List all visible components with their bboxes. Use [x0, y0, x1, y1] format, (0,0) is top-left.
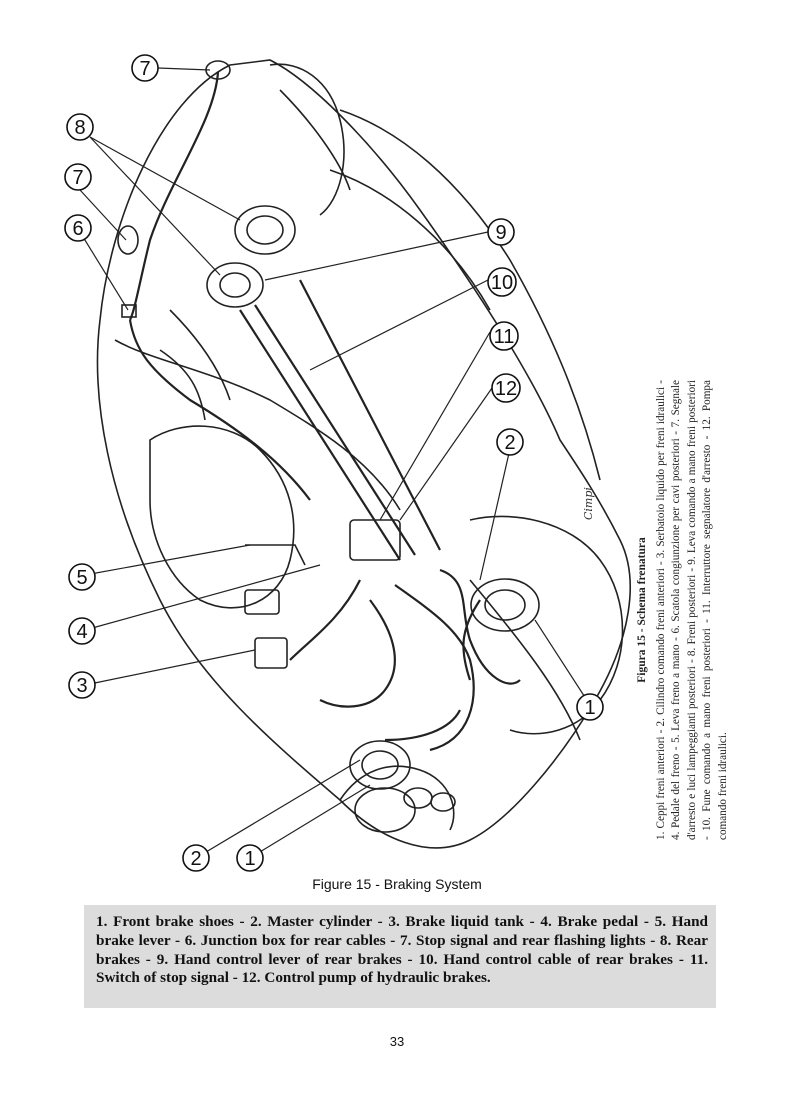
callout-1-bottom [237, 845, 263, 871]
callout-2-bottom [183, 845, 209, 871]
figure-caption: Figure 15 - Braking System [312, 876, 482, 892]
callout-label: 12 [494, 378, 518, 400]
callout-label: 9 [495, 222, 507, 244]
callout-10 [488, 268, 516, 296]
callout-7-side [65, 164, 91, 190]
callout-6 [65, 215, 91, 241]
callout-3 [69, 672, 95, 698]
callout-label: 6 [72, 218, 84, 240]
callout-label: 2 [190, 848, 202, 870]
italian-caption [635, 380, 731, 840]
callout-label: 1 [584, 697, 596, 719]
parts-legend: 1. Front brake shoes - 2. Master cylinder - 3. Brake liquid tank - 4. Brake pedal - 5. Hand brake lever - 6. Junction box for rear cables - 7. Stop signal and rear flashing lights - 8. Rear brakes - 9. Hand control lever of rear brakes - 10. Hand control cable of rear brakes - 11. Switch of stop signal - 12. Control pump of hydraulic brakes. [84, 905, 716, 1008]
artist-signature: Cimpi [582, 487, 595, 520]
callout-11 [490, 322, 518, 350]
callout-label: 3 [76, 675, 88, 697]
callout-7-top [132, 55, 158, 81]
callout-8 [67, 114, 93, 140]
italian-caption-title: Figura 15 - Schema frenatura [636, 537, 648, 683]
callout-label: 1 [244, 848, 256, 870]
callout-2-right [497, 429, 523, 455]
callout-label: 11 [493, 326, 515, 348]
callout-label: 8 [74, 117, 86, 139]
callout-4 [69, 618, 95, 644]
callout-9 [488, 219, 514, 245]
page-number: 33 [389, 1034, 405, 1049]
callout-label: 7 [72, 167, 84, 189]
callout-label: 4 [76, 621, 88, 643]
callout-label: 2 [504, 432, 516, 454]
callout-5 [69, 564, 95, 590]
callout-label: 7 [139, 58, 151, 80]
callout-1-right [577, 694, 603, 720]
callout-label: 5 [76, 567, 88, 589]
callout-label: 10 [490, 272, 514, 294]
italian-caption-body: 1. Ceppi freni anteriori - 2. Cilindro comando freni anteriori - 3. Serbatoio liquido per freni idraulici - 4. Pedale del freno - 5. Leva freno a mano - 6. Scatola congiunzione per cavi posteriori - 7. Segnale d'arresto e luci lampeggianti posteriori - 8. Freni posteriori - 9. Leva comando a mano freni posteriori - 10. Fune comando a mano freni posteriori - 11. Interruttore segnalatore d'arresto - 12. Pompa comando freni idraulici. [654, 380, 729, 840]
callout-12 [492, 374, 520, 402]
callout-leaders [80, 68, 590, 858]
